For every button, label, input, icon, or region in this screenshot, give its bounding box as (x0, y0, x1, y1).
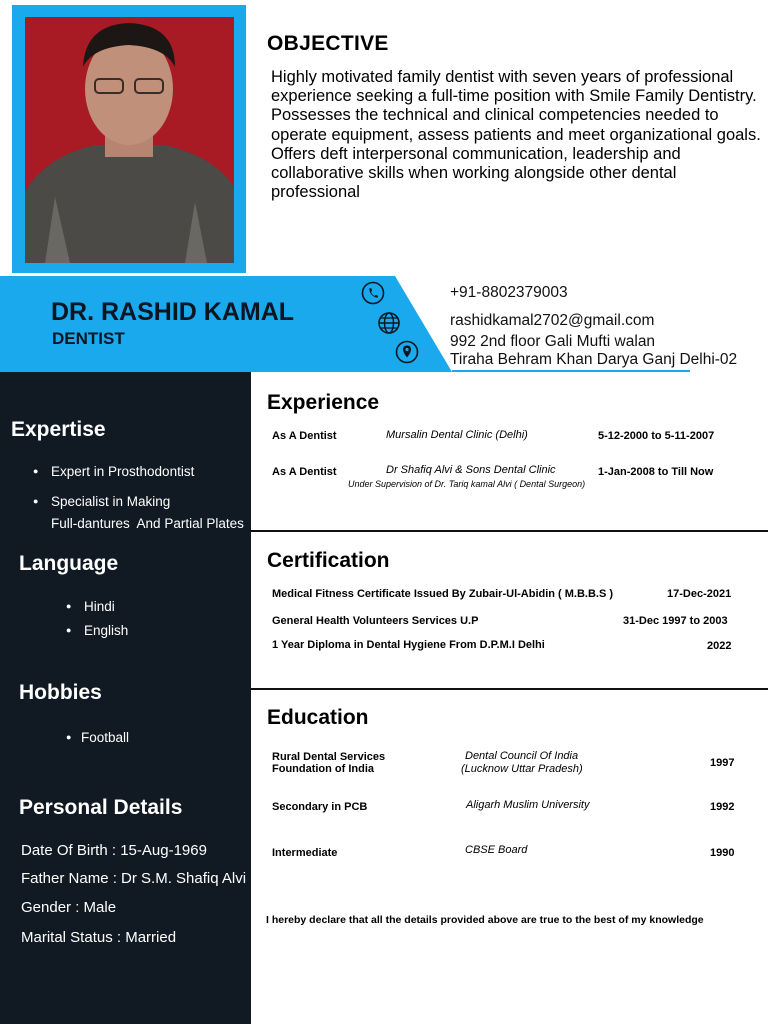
hobby-item: Football (81, 730, 130, 745)
experience-place: Dr Shafiq Alvi & Sons Dental Clinic (386, 464, 556, 476)
bullet-icon: ● (33, 466, 39, 476)
personal-father-name: Father Name : Dr S.M. Shafiq Alvi (21, 870, 247, 887)
certification-text: Medical Fitness Certificate Issued By Zubair-Ul-Abidin ( M.B.B.S ) (272, 588, 614, 600)
experience-note: Under Supervision of Dr. Tariq kamal Alvi ( Dental Surgeon) (348, 479, 586, 489)
candidate-name: DR. RASHID KAMAL (51, 298, 295, 326)
address-line-2: Tiraha Behram Khan Darya Ganj Delhi-02 (450, 351, 738, 368)
objective-title: OBJECTIVE (267, 32, 389, 55)
hobbies-title: Hobbies (19, 681, 102, 704)
personal-marital-status: Marital Status : Married (21, 929, 177, 946)
experience-role: As A Dentist (272, 430, 337, 442)
expertise-item: Specialist in Making (51, 494, 171, 509)
education-course: Intermediate (272, 847, 338, 859)
education-course: Rural Dental Services (272, 751, 386, 763)
personal-gender: Gender : Male (21, 899, 117, 916)
certification-text: General Health Volunteers Services U.P (272, 615, 479, 627)
bullet-icon: ● (66, 601, 72, 611)
education-board: CBSE Board (465, 844, 528, 856)
email-address[interactable]: rashidkamal2702@gmail.com (450, 312, 655, 329)
expertise-title: Expertise (11, 418, 106, 441)
language-item: Hindi (84, 599, 115, 614)
bullet-icon: ● (66, 732, 72, 742)
education-course: Secondary in PCB (272, 801, 368, 813)
experience-place: Mursalin Dental Clinic (Delhi) (386, 429, 528, 441)
education-board: Dental Council Of India (465, 750, 579, 762)
globe-icon (377, 311, 401, 335)
education-year: 1997 (710, 757, 735, 769)
certification-date: 2022 (707, 640, 732, 652)
experience-title: Experience (267, 391, 380, 414)
divider (251, 530, 768, 532)
expertise-item: Full-dantures And Partial Plates (51, 516, 244, 531)
divider (251, 688, 768, 690)
education-board: Aligarh Muslim University (466, 799, 590, 811)
certification-title: Certification (267, 549, 390, 572)
language-title: Language (19, 552, 119, 575)
objective-text: Highly motivated family dentist with seven years of professional experience seeking a full-time position with Smile Family Dentistry. Possesses the technical and clinical competencies needed to operate equipment, assess patients and meet organizational goals. Offers deft interpersonal communication, leadership and collaborative skills when working alongside other dental professional (271, 68, 761, 202)
phone-number[interactable]: +91-8802379003 (450, 284, 568, 301)
education-year: 1990 (710, 847, 735, 859)
certification-date: 17-Dec-2021 (667, 588, 732, 600)
education-title: Education (267, 706, 369, 729)
personal-dob: Date Of Birth : 15-Aug-1969 (21, 842, 207, 859)
declaration: I hereby declare that all the details provided above are true to the best of my knowledge (266, 914, 704, 926)
language-item: English (84, 623, 129, 638)
candidate-role: DENTIST (52, 329, 125, 348)
phone-icon (361, 281, 385, 305)
bullet-icon: ● (66, 625, 72, 635)
bullet-icon: ● (33, 496, 39, 506)
certification-date: 31-Dec 1997 to 2003 (623, 615, 728, 627)
band-underline (452, 370, 690, 372)
education-year: 1992 (710, 801, 735, 813)
experience-role: As A Dentist (272, 466, 337, 478)
location-pin-icon (395, 340, 419, 364)
education-course: Foundation of India (272, 763, 375, 775)
expertise-item: Expert in Prosthodontist (51, 464, 195, 479)
address-line-1: 992 2nd floor Gali Mufti walan (450, 333, 656, 350)
experience-dates: 1-Jan-2008 to Till Now (598, 466, 714, 478)
certification-text: 1 Year Diploma in Dental Hygiene From D.P.M.I Delhi (272, 639, 545, 651)
profile-photo (25, 17, 234, 263)
personal-details-title: Personal Details (19, 796, 183, 819)
education-board: (Lucknow Uttar Pradesh) (461, 763, 583, 775)
experience-dates: 5-12-2000 to 5-11-2007 (598, 430, 715, 442)
